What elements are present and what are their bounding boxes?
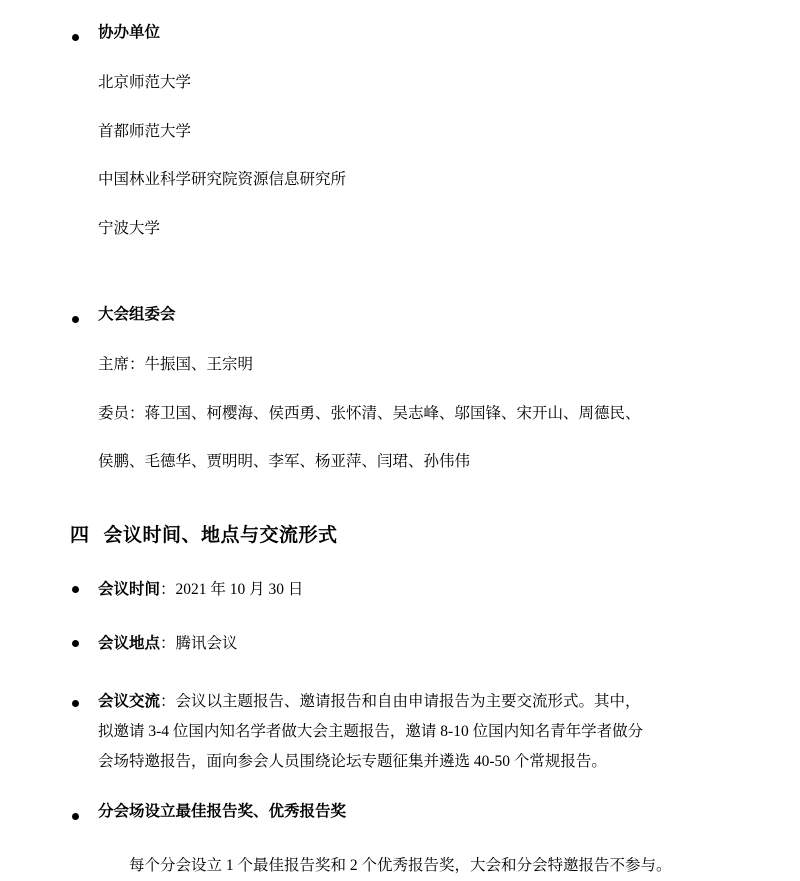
meeting-place-value: ：腾讯会议 xyxy=(160,634,238,652)
meeting-exchange-line-3: 会场特邀报告，面向参会人员围绕论坛专题征集并遴选 40-50 个常规报告。 xyxy=(98,752,607,770)
spacer xyxy=(60,599,752,631)
spacer xyxy=(60,653,752,687)
co-organizer-item-3: 中国林业科学研究院资源信息研究所 xyxy=(98,171,347,188)
section-four-number: 四 xyxy=(70,524,90,546)
bullet-dot-icon xyxy=(72,586,79,593)
spacer xyxy=(60,42,752,75)
meeting-exchange-block xyxy=(60,687,752,778)
co-organizer-item-1: 北京师范大学 xyxy=(98,74,192,91)
co-organizers-heading-row xyxy=(60,24,752,42)
awards-heading: 分会场设立最佳报告奖、优秀报告奖 xyxy=(98,803,347,821)
committee-members-text-1: ：蒋卫国、柯樱海、侯西勇、张怀清、吴志峰、邬国锋、宋开山、周德民、 xyxy=(129,404,641,422)
meeting-time-value: ：2021 年 10 月 30 日 xyxy=(160,580,304,598)
meeting-time-label: 会议时间 xyxy=(98,580,161,598)
committee-chair-row xyxy=(60,357,752,373)
bullet-dot-icon xyxy=(72,813,79,820)
spacer xyxy=(60,139,752,172)
meeting-time-row xyxy=(60,577,752,599)
section-four-heading xyxy=(60,520,752,547)
spacer xyxy=(60,821,752,851)
bullet-dot-icon xyxy=(72,640,79,647)
committee-members-label: 委员 xyxy=(98,404,130,422)
co-organizers-heading: 协办单位 xyxy=(98,24,161,41)
meeting-exchange-label: 会议交流 xyxy=(98,692,161,710)
committee-heading-row xyxy=(60,306,752,324)
bullet-dot-icon xyxy=(72,316,79,323)
bullet-dot-icon xyxy=(72,700,79,707)
awards-text: 每个分会设立 1 个最佳报告奖和 2 个优秀报告奖，大会和分会特邀报告不参与。 xyxy=(129,857,672,875)
spacer xyxy=(60,373,752,406)
meeting-place-row xyxy=(60,631,752,653)
spacer xyxy=(60,236,752,306)
spacer xyxy=(60,188,752,221)
meeting-exchange-text-1: ：会议以主题报告、邀请报告和自由申请报告为主要交流形式。其中， xyxy=(160,692,641,710)
top-spacer xyxy=(60,0,752,24)
committee-members-line-1 xyxy=(60,406,752,422)
co-organizer-item-4: 宁波大学 xyxy=(98,219,161,237)
spacer xyxy=(60,777,752,803)
spacer xyxy=(60,547,752,577)
spacer xyxy=(60,324,752,357)
committee-chair-names: 牛振国、王宗明 xyxy=(144,356,254,373)
meeting-place-label: 会议地点 xyxy=(98,634,161,652)
spacer xyxy=(60,91,752,124)
committee-heading: 大会组委会 xyxy=(98,306,176,323)
committee-chair-label: 主席： xyxy=(98,356,145,373)
awards-heading-row xyxy=(60,803,752,821)
section-four-title: 会议时间、地点与交流形式 xyxy=(103,524,338,546)
meeting-exchange-line-1 xyxy=(98,687,752,717)
spacer xyxy=(60,421,752,454)
spacer xyxy=(60,470,752,520)
meeting-exchange-line-2: 拟邀请 3-4 位国内知名学者做大会主题报告，邀请 8-10 位国内知名青年学者做分 xyxy=(98,722,644,740)
committee-members-line-2: 侯鹏、毛德华、贾明明、李军、杨亚萍、闫珺、孙伟伟 xyxy=(98,453,471,470)
co-organizer-item-2: 首都师范大学 xyxy=(98,122,192,140)
bullet-dot-icon xyxy=(72,34,79,41)
